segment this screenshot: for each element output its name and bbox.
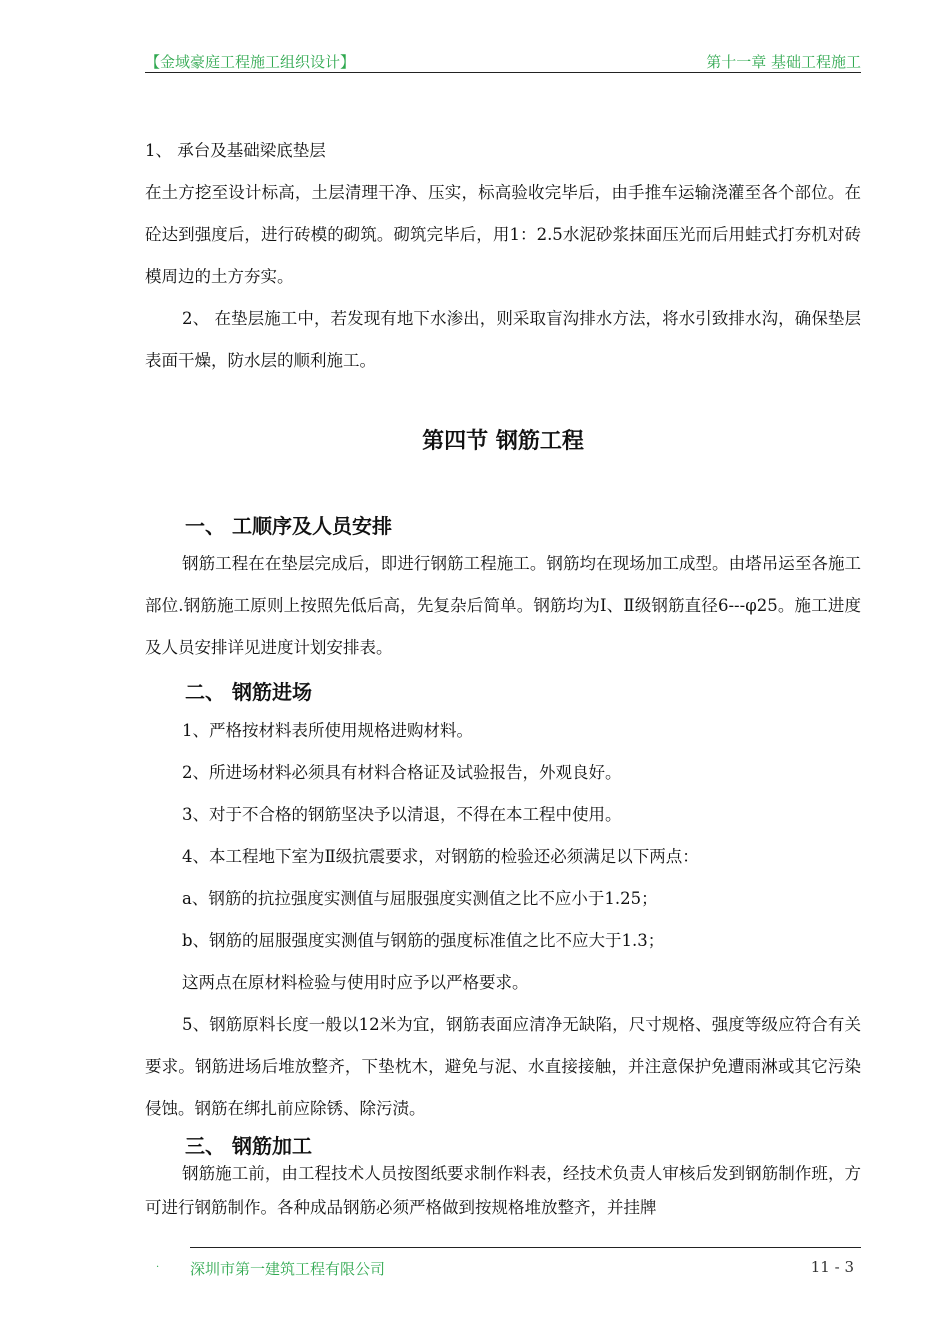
list-item-b: b、钢筋的屈服强度实测值与钢筋的强度标准值之比不应大于1.3； [182, 931, 665, 950]
list-item-1: 1、严格按材料表所使用规格进购材料。 [182, 721, 473, 740]
paragraph-rebar-storage: 5、钢筋原料长度一般以12米为宜，钢筋表面应清净无缺陷，尺寸规格、强度等级应符合有关要求。钢筋进场后堆放整齐，下垫枕木，避免与泥、水直接接触，并注意保护免遭雨淋或其它污染侵蚀。钢筋在绑扎前应除锈、除污渍。 [145, 1015, 861, 1118]
header-chapter-title: 第十一章 基础工程施工 [706, 53, 861, 71]
page-header [145, 48, 861, 73]
footer-divider [190, 1247, 861, 1248]
footer-company-name: 深圳市第一建筑工程有限公司 [190, 1260, 386, 1278]
paragraph-rebar-processing: 钢筋施工前，由工程技术人员按图纸要求制作料表，经技术负责人审核后发到钢筋制作班，方可进行钢筋制作。各种成品钢筋必须严格做到按规格堆放整齐，并挂牌 [145, 1164, 861, 1217]
paragraph-rebar-sequence: 钢筋工程在在垫层完成后，即进行钢筋工程施工。钢筋均在现场加工成型。由塔吊运至各施工部位.钢筋施工原则上按照先低后高，先复杂后简单。钢筋均为Ⅰ、Ⅱ级钢筋直径6---φ25。施工进度及人员安排详见进度计划安排表。 [145, 554, 861, 657]
section-title: 第四节 钢筋工程 [422, 429, 584, 454]
footer-page-number: 11 - 3 [810, 1258, 854, 1276]
paragraph-item-2-drainage: 2、 在垫层施工中，若发现有地下水渗出，则采取盲沟排水方法，将水引致排水沟，确保垫层表面干燥，防水层的顺利施工。 [145, 309, 861, 370]
list-item-note: 这两点在原材料检验与使用时应予以严格要求。 [182, 973, 529, 992]
list-item-4: 4、本工程地下室为Ⅱ级抗震要求，对钢筋的检验还必须满足以下两点： [182, 847, 699, 866]
paragraph-cushion-procedure: 在土方挖至设计标高，土层清理干净、压实，标高验收完毕后，由手推车运输浇灌至各个部位。在砼达到强度后，进行砖模的砌筑。砌筑完毕后，用1：2.5水泥砂浆抹面压光而后用蛙式打夯机对砖模周边的土方夯实。 [145, 183, 861, 286]
footer-bullet: · [156, 1262, 160, 1273]
subsection-title-1: 一、 工顺序及人员安排 [185, 514, 392, 538]
list-item-3: 3、对于不合格的钢筋坚决予以清退，不得在本工程中使用。 [182, 805, 622, 824]
subsection-title-3: 三、 钢筋加工 [185, 1134, 312, 1158]
header-document-title: 【金域豪庭工程施工组织设计】 [145, 53, 356, 71]
subsection-title-2: 二、 钢筋进场 [185, 680, 312, 704]
list-item-a: a、钢筋的抗拉强度实测值与屈服强度实测值之比不应小于1.25； [182, 889, 658, 908]
list-item-2: 2、所进场材料必须具有材料合格证及试验报告，外观良好。 [182, 763, 622, 782]
paragraph-item-1-heading: 1、 承台及基础梁底垫层 [145, 141, 326, 160]
